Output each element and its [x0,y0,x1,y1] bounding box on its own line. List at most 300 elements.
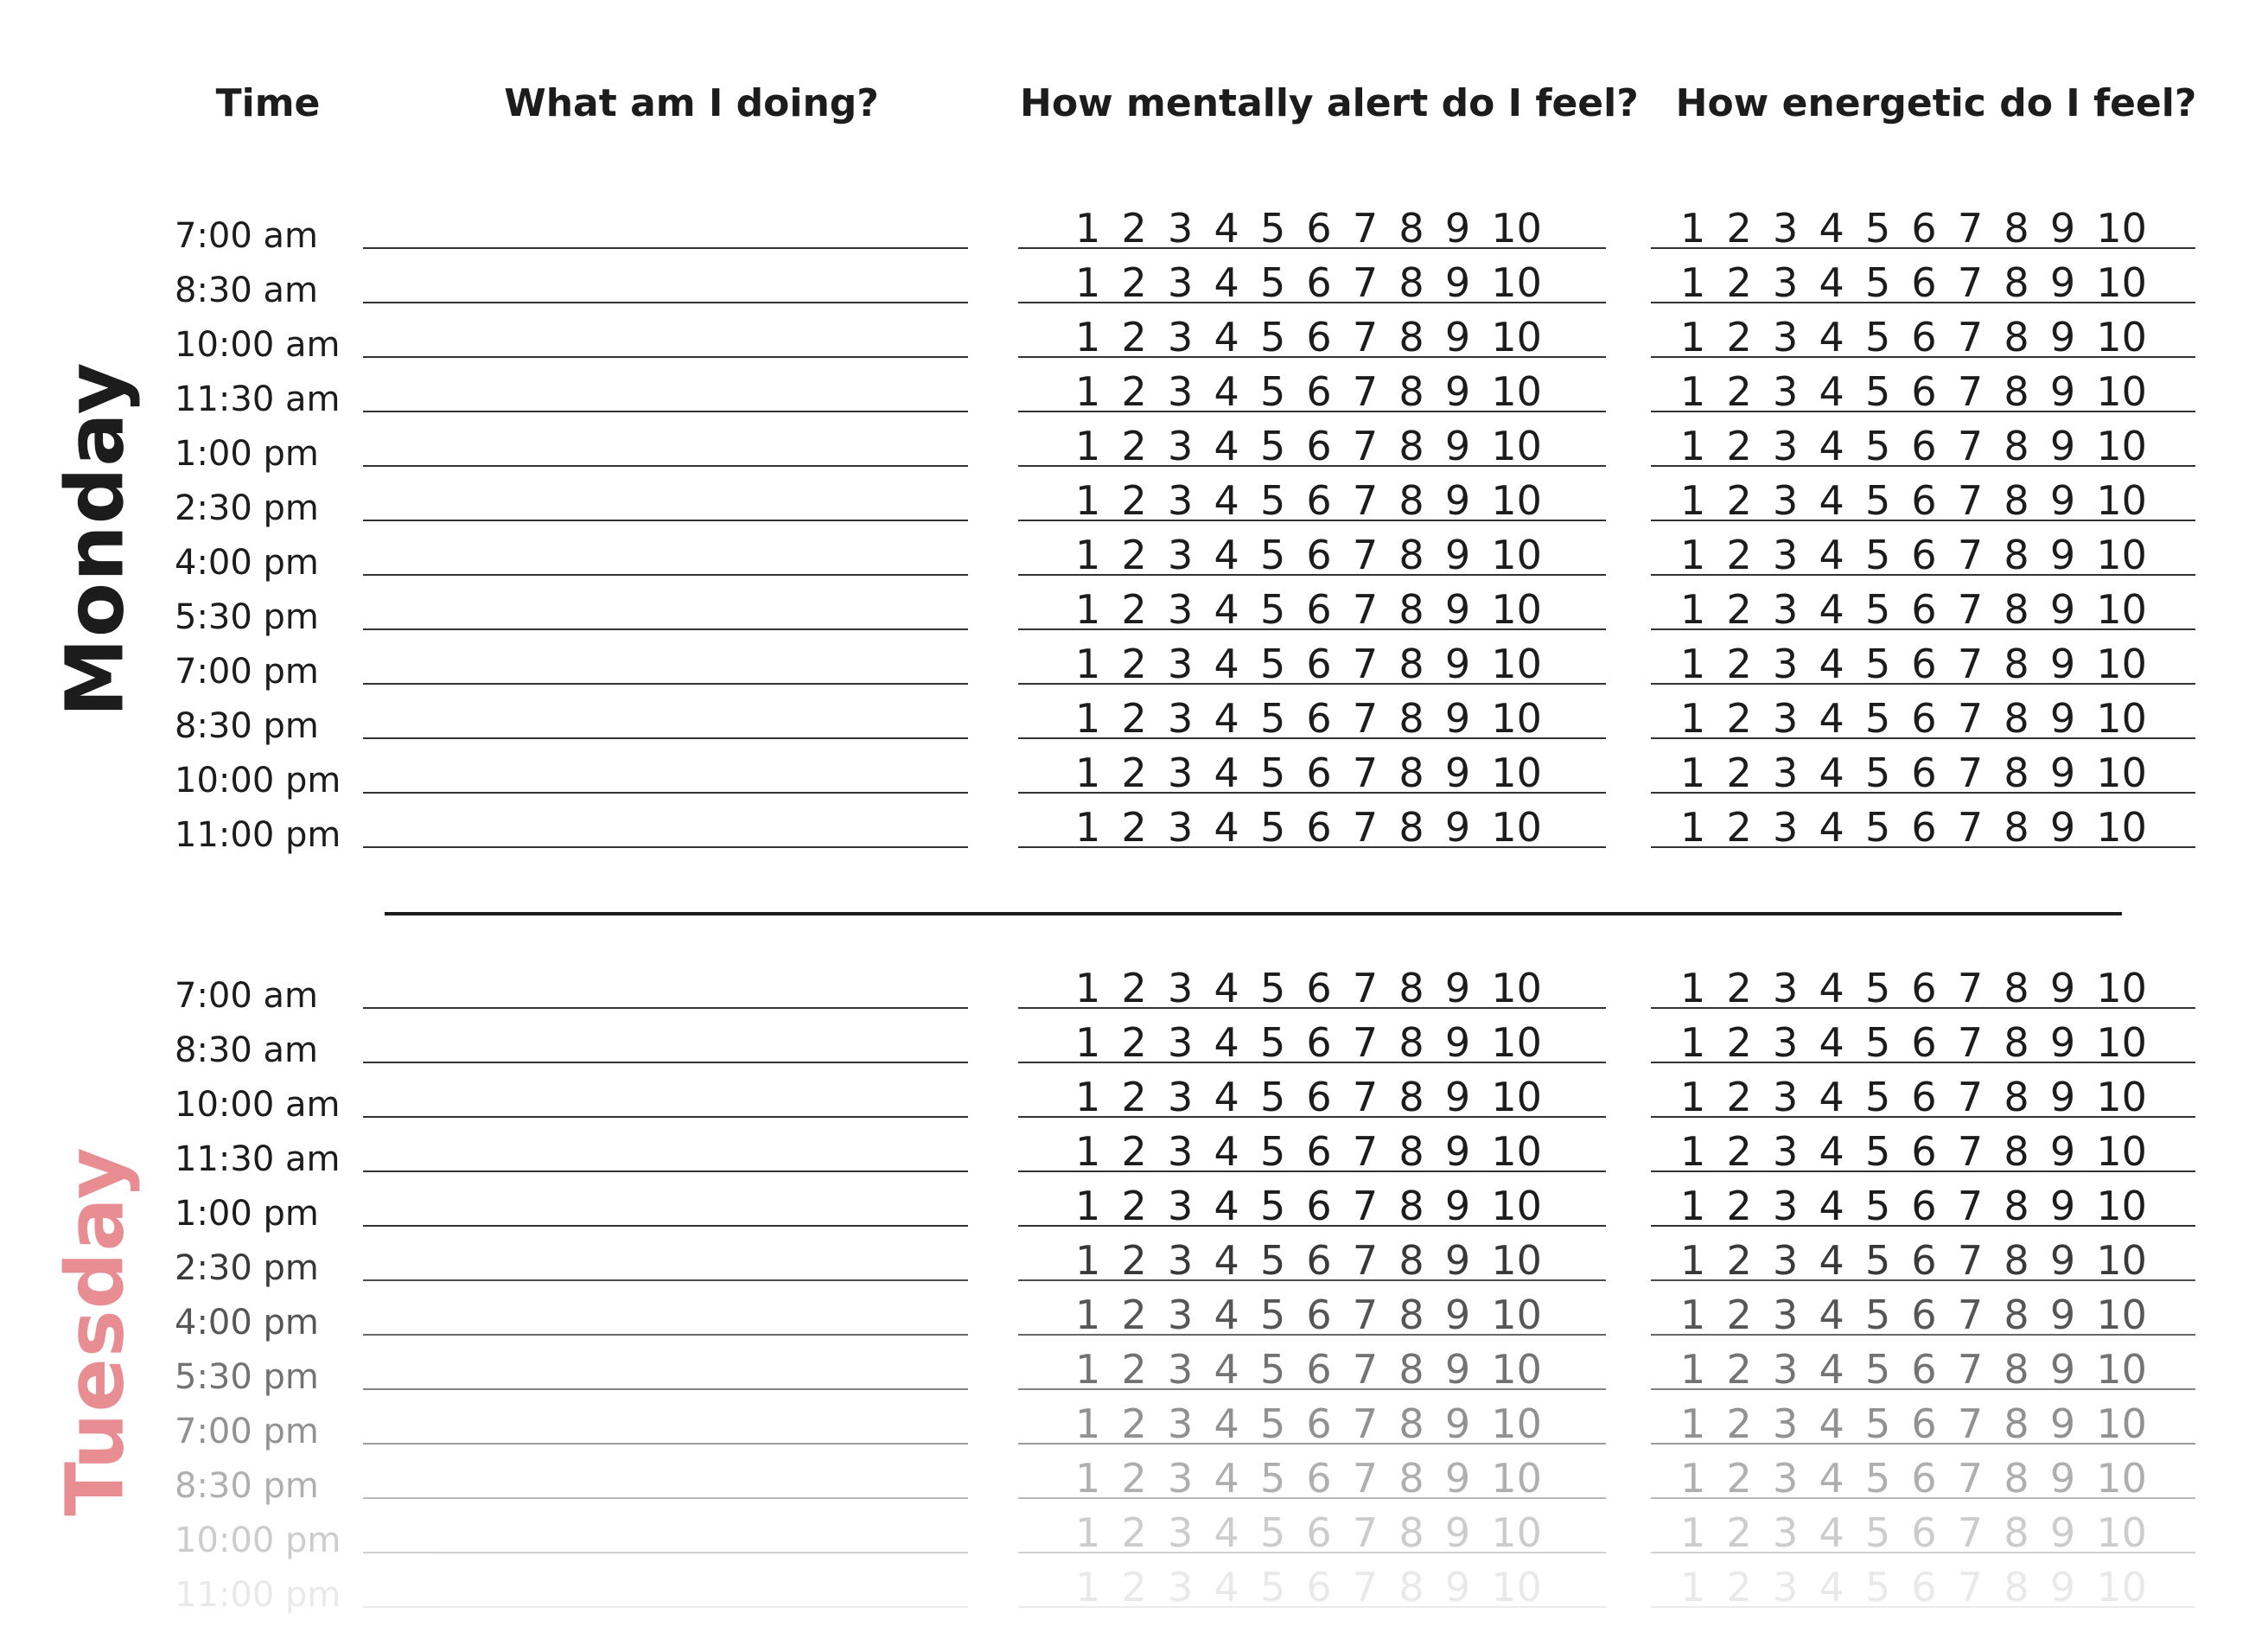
rating-option[interactable]: 2 [1121,1237,1147,1284]
rating-option[interactable]: 9 [2049,423,2076,469]
rating-option[interactable]: 5 [1259,965,1286,1011]
rating-option[interactable]: 7 [1957,477,1984,524]
rating-option[interactable]: 7 [1352,804,1379,851]
rating-option[interactable]: 1 [1680,749,1706,796]
rating-option[interactable]: 6 [1306,586,1332,633]
rating-option[interactable]: 7 [1352,259,1379,306]
rating-option[interactable]: 2 [1121,695,1147,742]
rating-option[interactable]: 10 [1491,641,1542,687]
rating-option[interactable]: 2 [1726,586,1752,633]
rating-option[interactable]: 4 [1819,1292,1844,1338]
rating-option[interactable]: 2 [1121,804,1147,851]
energy-scale[interactable] [1680,804,2147,851]
rating-option[interactable]: 7 [1352,1346,1379,1393]
rating-option[interactable]: 7 [1352,1455,1379,1502]
rating-option[interactable]: 6 [1911,477,1937,524]
rating-option[interactable]: 2 [1726,1128,1752,1175]
rating-option[interactable]: 3 [1167,1128,1194,1175]
activity-write-line[interactable] [363,1443,968,1445]
rating-option[interactable]: 7 [1957,368,1984,415]
rating-option[interactable]: 5 [1864,1292,1891,1338]
rating-option[interactable]: 7 [1352,205,1379,252]
rating-option[interactable]: 5 [1864,965,1891,1011]
mental-alertness-scale[interactable] [1075,1564,1542,1611]
rating-option[interactable]: 4 [1819,804,1844,851]
energy-scale[interactable] [1680,368,2147,415]
rating-option[interactable]: 9 [2049,314,2076,360]
rating-option[interactable]: 4 [1819,1183,1844,1229]
rating-option[interactable]: 7 [1352,641,1379,687]
mental-alertness-scale[interactable] [1075,425,1542,467]
mental-alertness-scale[interactable] [1075,259,1542,306]
rating-option[interactable]: 6 [1911,532,1937,578]
rating-option[interactable]: 10 [2096,1019,2147,1066]
rating-option[interactable]: 7 [1957,695,1984,742]
rating-option[interactable]: 4 [1819,423,1844,469]
rating-option[interactable]: 5 [1864,423,1891,469]
rating-option[interactable]: 10 [1491,477,1542,524]
rating-option[interactable]: 3 [1167,1455,1194,1502]
rating-option[interactable]: 3 [1167,586,1194,633]
rating-option[interactable]: 4 [1214,205,1239,252]
rating-option[interactable]: 8 [1398,1564,1424,1611]
rating-option[interactable]: 9 [2049,641,2076,687]
rating-option[interactable]: 5 [1259,259,1286,306]
rating-option[interactable]: 8 [1398,532,1424,578]
rating-option[interactable]: 2 [1121,1509,1147,1556]
rating-option[interactable]: 10 [2096,1564,2147,1611]
rating-option[interactable]: 3 [1772,1237,1799,1284]
rating-option[interactable]: 7 [1957,532,1984,578]
rating-option[interactable]: 4 [1819,1400,1844,1447]
rating-option[interactable]: 3 [1772,586,1799,633]
rating-option[interactable]: 9 [2049,1292,2076,1338]
rating-option[interactable]: 8 [1398,804,1424,851]
rating-option[interactable]: 10 [1491,1564,1542,1611]
rating-option[interactable]: 7 [1957,1292,1984,1338]
rating-option[interactable]: 5 [1259,804,1286,851]
rating-option[interactable]: 6 [1911,1074,1937,1120]
rating-option[interactable]: 1 [1075,1564,1101,1611]
rating-option[interactable]: 1 [1075,1183,1101,1229]
rating-option[interactable]: 9 [1444,259,1471,306]
rating-option[interactable]: 8 [1398,1292,1424,1338]
activity-write-line[interactable] [363,792,968,794]
rating-option[interactable]: 2 [1726,1074,1752,1120]
rating-option[interactable]: 1 [1680,1564,1706,1611]
rating-option[interactable]: 4 [1819,205,1844,252]
rating-option[interactable]: 9 [2049,1019,2076,1066]
rating-option[interactable]: 7 [1957,804,1984,851]
rating-option[interactable]: 5 [1259,1564,1286,1611]
rating-option[interactable]: 10 [2096,695,2147,742]
rating-option[interactable]: 10 [1491,314,1542,360]
rating-option[interactable]: 4 [1214,1509,1239,1556]
rating-option[interactable]: 9 [1444,1019,1471,1066]
rating-option[interactable]: 1 [1680,586,1706,633]
mental-alertness-scale[interactable] [1075,477,1542,524]
rating-option[interactable]: 2 [1121,532,1147,578]
rating-option[interactable]: 3 [1772,1183,1799,1229]
rating-option[interactable]: 2 [1121,314,1147,360]
rating-option[interactable]: 6 [1911,368,1937,415]
rating-option[interactable]: 5 [1259,1292,1286,1338]
activity-write-line[interactable] [363,574,968,576]
rating-option[interactable]: 5 [1864,641,1891,687]
rating-option[interactable]: 10 [1491,368,1542,415]
rating-option[interactable]: 2 [1726,205,1752,252]
activity-write-line[interactable] [363,1116,968,1118]
rating-option[interactable]: 9 [1444,205,1471,252]
rating-option[interactable]: 10 [1491,749,1542,796]
activity-write-line[interactable] [363,1225,968,1227]
energy-scale[interactable] [1680,749,2147,796]
rating-option[interactable]: 1 [1680,1128,1706,1175]
rating-option[interactable]: 3 [1167,1292,1194,1338]
rating-option[interactable]: 9 [1444,423,1471,469]
rating-option[interactable]: 3 [1167,1183,1194,1229]
energy-scale[interactable] [1680,1185,2147,1227]
rating-option[interactable]: 2 [1726,532,1752,578]
rating-option[interactable]: 9 [2049,205,2076,252]
rating-option[interactable]: 3 [1772,1292,1799,1338]
rating-option[interactable]: 8 [2004,965,2029,1011]
energy-scale[interactable] [1680,534,2147,576]
rating-option[interactable]: 2 [1726,1183,1752,1229]
rating-option[interactable]: 1 [1680,423,1706,469]
rating-option[interactable]: 9 [1444,965,1471,1011]
rating-option[interactable]: 2 [1121,205,1147,252]
rating-option[interactable]: 4 [1214,1346,1239,1393]
rating-option[interactable]: 7 [1352,965,1379,1011]
rating-option[interactable]: 4 [1214,804,1239,851]
rating-option[interactable]: 4 [1214,314,1239,360]
rating-option[interactable]: 1 [1075,749,1101,796]
rating-option[interactable]: 5 [1864,695,1891,742]
rating-option[interactable]: 5 [1259,314,1286,360]
rating-option[interactable]: 2 [1726,1455,1752,1502]
rating-option[interactable]: 10 [2096,804,2147,851]
rating-option[interactable]: 2 [1726,1400,1752,1447]
rating-option[interactable]: 5 [1259,586,1286,633]
rating-option[interactable]: 7 [1352,368,1379,415]
rating-option[interactable]: 9 [1444,1455,1471,1502]
energy-scale[interactable] [1680,695,2147,742]
rating-option[interactable]: 10 [1491,1509,1542,1556]
rating-option[interactable]: 4 [1819,1346,1844,1393]
rating-option[interactable]: 9 [1444,641,1471,687]
rating-option[interactable]: 1 [1680,965,1706,1011]
rating-option[interactable]: 9 [1444,1292,1471,1338]
rating-option[interactable]: 5 [1259,1074,1286,1120]
rating-option[interactable]: 2 [1726,1509,1752,1556]
rating-option[interactable]: 1 [1075,532,1101,578]
rating-option[interactable]: 2 [1121,368,1147,415]
rating-option[interactable]: 8 [2004,695,2029,742]
rating-option[interactable]: 2 [1121,749,1147,796]
rating-option[interactable]: 8 [1398,1509,1424,1556]
rating-option[interactable]: 6 [1911,1292,1937,1338]
mental-alertness-scale[interactable] [1075,1509,1542,1556]
energy-scale[interactable] [1680,643,2147,685]
rating-option[interactable]: 2 [1121,1183,1147,1229]
rating-option[interactable]: 5 [1864,804,1891,851]
rating-option[interactable]: 6 [1306,423,1332,469]
rating-option[interactable]: 1 [1075,1455,1101,1502]
rating-option[interactable]: 9 [2049,1128,2076,1175]
rating-option[interactable]: 7 [1957,423,1984,469]
rating-option[interactable]: 3 [1772,205,1799,252]
energy-scale[interactable] [1680,316,2147,358]
rating-option[interactable]: 9 [2049,259,2076,306]
rating-option[interactable]: 10 [1491,804,1542,851]
rating-option[interactable]: 9 [1444,1564,1471,1611]
rating-option[interactable]: 5 [1259,1509,1286,1556]
rating-option[interactable]: 10 [1491,695,1542,742]
rating-option[interactable]: 1 [1680,695,1706,742]
rating-option[interactable]: 5 [1864,477,1891,524]
rating-option[interactable]: 3 [1167,749,1194,796]
rating-option[interactable]: 1 [1075,1346,1101,1393]
rating-option[interactable]: 8 [1398,1183,1424,1229]
mental-alertness-scale[interactable] [1075,967,1542,1009]
rating-option[interactable]: 4 [1819,1128,1844,1175]
rating-option[interactable]: 8 [2004,368,2029,415]
mental-alertness-scale[interactable] [1075,749,1542,796]
rating-option[interactable]: 4 [1819,1564,1844,1611]
rating-option[interactable]: 7 [1352,532,1379,578]
rating-option[interactable]: 6 [1911,1509,1937,1556]
rating-option[interactable]: 9 [2049,1564,2076,1611]
rating-option[interactable]: 6 [1306,1128,1332,1175]
mental-alertness-scale[interactable] [1075,1294,1542,1336]
rating-option[interactable]: 1 [1075,477,1101,524]
rating-option[interactable]: 7 [1957,1400,1984,1447]
rating-option[interactable]: 2 [1726,641,1752,687]
rating-option[interactable]: 4 [1819,368,1844,415]
rating-option[interactable]: 9 [1444,477,1471,524]
rating-option[interactable]: 1 [1075,1237,1101,1284]
rating-option[interactable]: 4 [1214,368,1239,415]
rating-option[interactable]: 6 [1306,1564,1332,1611]
rating-option[interactable]: 2 [1121,259,1147,306]
rating-option[interactable]: 5 [1259,1455,1286,1502]
activity-write-line[interactable] [363,465,968,467]
rating-option[interactable]: 2 [1726,1292,1752,1338]
rating-option[interactable]: 6 [1911,1128,1937,1175]
mental-alertness-scale[interactable] [1075,368,1542,415]
rating-option[interactable]: 3 [1167,695,1194,742]
rating-option[interactable]: 5 [1259,749,1286,796]
rating-option[interactable]: 10 [2096,1074,2147,1120]
rating-option[interactable]: 1 [1680,1455,1706,1502]
rating-option[interactable]: 2 [1726,695,1752,742]
rating-option[interactable]: 3 [1167,1400,1194,1447]
rating-option[interactable]: 1 [1075,1400,1101,1447]
rating-option[interactable]: 3 [1167,205,1194,252]
activity-write-line[interactable] [363,737,968,739]
rating-option[interactable]: 8 [2004,423,2029,469]
rating-option[interactable]: 7 [1957,314,1984,360]
rating-option[interactable]: 5 [1259,477,1286,524]
rating-option[interactable]: 2 [1121,1346,1147,1393]
rating-option[interactable]: 6 [1306,641,1332,687]
mental-alertness-scale[interactable] [1075,1128,1542,1175]
rating-option[interactable]: 8 [1398,1074,1424,1120]
rating-option[interactable]: 9 [2049,965,2076,1011]
rating-option[interactable]: 7 [1352,1509,1379,1556]
mental-alertness-scale[interactable] [1075,1076,1542,1118]
rating-option[interactable]: 1 [1075,586,1101,633]
rating-option[interactable]: 1 [1680,1509,1706,1556]
rating-option[interactable]: 4 [1819,1237,1844,1284]
rating-option[interactable]: 10 [1491,1183,1542,1229]
rating-option[interactable]: 5 [1259,423,1286,469]
rating-option[interactable]: 5 [1259,1400,1286,1447]
rating-option[interactable]: 6 [1911,205,1937,252]
rating-option[interactable]: 6 [1911,641,1937,687]
rating-option[interactable]: 4 [1214,1292,1239,1338]
rating-option[interactable]: 7 [1957,1128,1984,1175]
rating-option[interactable]: 4 [1214,641,1239,687]
rating-option[interactable]: 10 [1491,1128,1542,1175]
rating-option[interactable]: 10 [1491,1346,1542,1393]
rating-option[interactable]: 1 [1075,1074,1101,1120]
rating-option[interactable]: 1 [1075,1509,1101,1556]
rating-option[interactable]: 10 [1491,1019,1542,1066]
rating-option[interactable]: 4 [1214,1400,1239,1447]
rating-option[interactable]: 8 [2004,1237,2029,1284]
rating-option[interactable]: 6 [1911,749,1937,796]
rating-option[interactable]: 6 [1306,1346,1332,1393]
rating-option[interactable]: 10 [2096,1455,2147,1502]
rating-option[interactable]: 10 [2096,641,2147,687]
energy-scale[interactable] [1680,1564,2147,1611]
rating-option[interactable]: 9 [2049,1346,2076,1393]
rating-option[interactable]: 8 [1398,1455,1424,1502]
rating-option[interactable]: 9 [1444,749,1471,796]
rating-option[interactable]: 3 [1167,1564,1194,1611]
rating-option[interactable]: 10 [2096,1183,2147,1229]
rating-option[interactable]: 5 [1259,1128,1286,1175]
rating-option[interactable]: 9 [2049,477,2076,524]
rating-option[interactable]: 1 [1680,1292,1706,1338]
rating-option[interactable]: 2 [1121,423,1147,469]
energy-scale[interactable] [1680,1076,2147,1118]
rating-option[interactable]: 6 [1911,1183,1937,1229]
rating-option[interactable]: 10 [2096,423,2147,469]
rating-option[interactable]: 4 [1214,1074,1239,1120]
rating-option[interactable]: 10 [1491,1237,1542,1284]
rating-option[interactable]: 7 [1957,1074,1984,1120]
rating-option[interactable]: 10 [1491,1455,1542,1502]
rating-option[interactable]: 8 [2004,314,2029,360]
rating-option[interactable]: 1 [1680,1019,1706,1066]
rating-option[interactable]: 8 [2004,586,2029,633]
rating-option[interactable]: 8 [2004,1183,2029,1229]
rating-option[interactable]: 9 [2049,586,2076,633]
rating-option[interactable]: 8 [1398,1128,1424,1175]
rating-option[interactable]: 7 [1957,1455,1984,1502]
mental-alertness-scale[interactable] [1075,534,1542,576]
rating-option[interactable]: 6 [1911,423,1937,469]
rating-option[interactable]: 8 [2004,1346,2029,1393]
rating-option[interactable]: 10 [2096,368,2147,415]
rating-option[interactable]: 4 [1819,965,1844,1011]
rating-option[interactable]: 8 [2004,1400,2029,1447]
rating-option[interactable]: 8 [1398,423,1424,469]
rating-option[interactable]: 7 [1352,1237,1379,1284]
rating-option[interactable]: 2 [1726,423,1752,469]
rating-option[interactable]: 10 [1491,586,1542,633]
rating-option[interactable]: 4 [1819,259,1844,306]
rating-option[interactable]: 2 [1726,1019,1752,1066]
rating-option[interactable]: 5 [1864,1237,1891,1284]
rating-option[interactable]: 1 [1075,804,1101,851]
rating-option[interactable]: 2 [1121,586,1147,633]
rating-option[interactable]: 4 [1214,1019,1239,1066]
rating-option[interactable]: 6 [1306,205,1332,252]
rating-option[interactable]: 6 [1306,1237,1332,1284]
rating-option[interactable]: 1 [1680,259,1706,306]
rating-option[interactable]: 6 [1306,477,1332,524]
rating-option[interactable]: 2 [1121,965,1147,1011]
activity-write-line[interactable] [363,1062,968,1063]
rating-option[interactable]: 3 [1772,477,1799,524]
rating-option[interactable]: 10 [2096,586,2147,633]
rating-option[interactable]: 4 [1819,1509,1844,1556]
rating-option[interactable]: 1 [1680,1400,1706,1447]
rating-option[interactable]: 9 [1444,1400,1471,1447]
energy-scale[interactable] [1680,1237,2147,1284]
energy-scale[interactable] [1680,205,2147,252]
rating-option[interactable]: 9 [1444,1128,1471,1175]
rating-option[interactable]: 7 [1957,1346,1984,1393]
rating-option[interactable]: 9 [2049,804,2076,851]
rating-option[interactable]: 1 [1680,1183,1706,1229]
rating-option[interactable]: 8 [1398,641,1424,687]
rating-option[interactable]: 7 [1957,259,1984,306]
rating-option[interactable]: 5 [1864,532,1891,578]
rating-option[interactable]: 1 [1680,804,1706,851]
rating-option[interactable]: 4 [1819,641,1844,687]
rating-option[interactable]: 3 [1772,1564,1799,1611]
mental-alertness-scale[interactable] [1075,695,1542,742]
rating-option[interactable]: 6 [1911,965,1937,1011]
rating-option[interactable]: 9 [1444,804,1471,851]
mental-alertness-scale[interactable] [1075,1237,1542,1284]
rating-option[interactable]: 1 [1680,1237,1706,1284]
rating-option[interactable]: 8 [1398,586,1424,633]
rating-option[interactable]: 4 [1819,749,1844,796]
energy-scale[interactable] [1680,1128,2147,1175]
rating-option[interactable]: 3 [1167,477,1194,524]
rating-option[interactable]: 2 [1726,477,1752,524]
activity-write-line[interactable] [363,411,968,412]
rating-option[interactable]: 6 [1911,586,1937,633]
rating-option[interactable]: 6 [1306,749,1332,796]
rating-option[interactable]: 5 [1259,1183,1286,1229]
rating-option[interactable]: 7 [1957,749,1984,796]
rating-option[interactable]: 7 [1352,1128,1379,1175]
rating-option[interactable]: 6 [1911,1400,1937,1447]
rating-option[interactable]: 6 [1306,695,1332,742]
energy-scale[interactable] [1680,477,2147,524]
rating-option[interactable]: 5 [1864,749,1891,796]
rating-option[interactable]: 1 [1680,1074,1706,1120]
rating-option[interactable]: 8 [1398,368,1424,415]
rating-option[interactable]: 3 [1772,1455,1799,1502]
